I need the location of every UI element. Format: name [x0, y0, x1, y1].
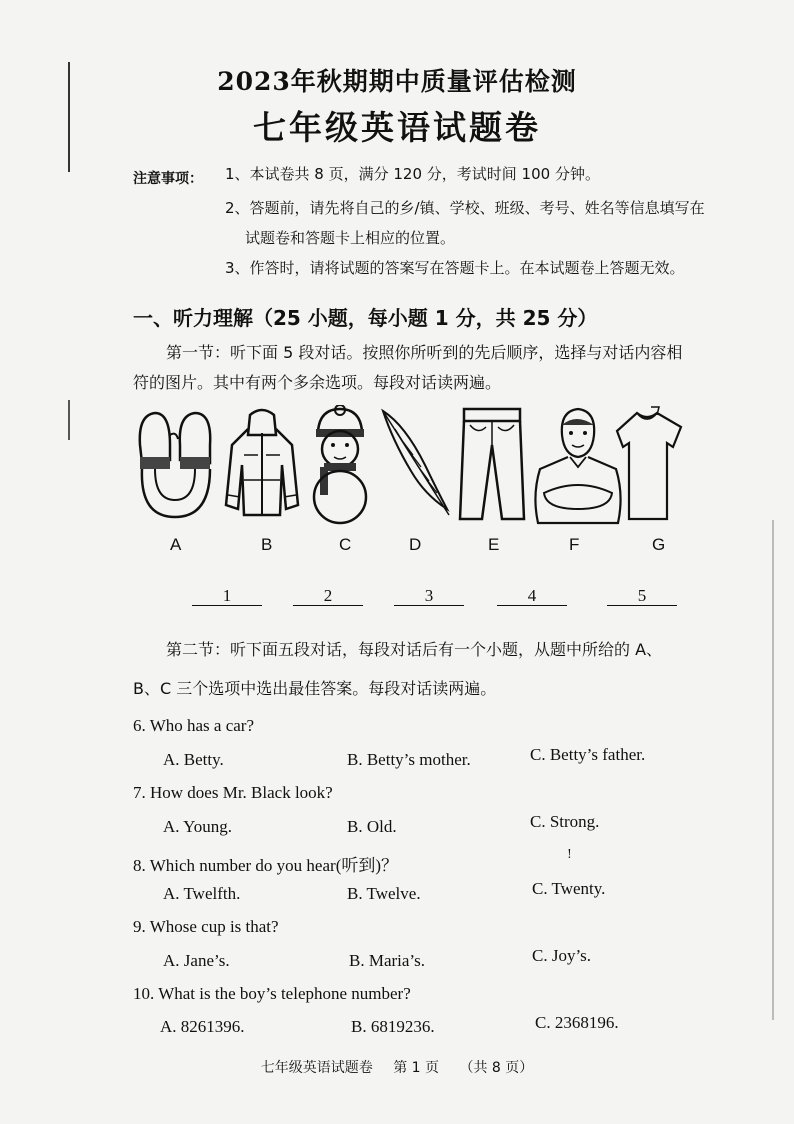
exam-title: 2023年秋期期中质量评估检测 — [217, 67, 577, 96]
option-6c[interactable]: C. Betty’s father. — [530, 745, 646, 764]
question-6: 6. Who has a car? — [133, 716, 254, 735]
trousers-icon — [452, 405, 532, 525]
snowman-icon — [300, 405, 380, 525]
option-7b[interactable]: B. Old. — [347, 817, 397, 836]
exam-subtitle: 七年级英语试题卷 — [253, 108, 541, 147]
question-8: 8. Which number do you hear(听到)？ — [133, 856, 399, 875]
picture-label-c: C — [339, 535, 352, 554]
footer-paper-name: 七年级英语试题卷 — [260, 1060, 373, 1076]
tshirt-icon — [615, 405, 690, 525]
option-9b[interactable]: B. Maria’s. — [349, 951, 426, 970]
option-8a[interactable]: A. Twelfth. — [163, 884, 241, 903]
option-9a[interactable]: A. Jane’s. — [163, 951, 230, 970]
answer-blank-2[interactable]: 2 — [293, 587, 363, 606]
part1-instruction: 第一节：听下面 5 段对话。按照你所听到的先后顺序，选择与对话内容相 — [166, 343, 683, 362]
option-10a[interactable]: A. 8261396. — [160, 1017, 245, 1036]
question-7: 7. How does Mr. Black look? — [133, 783, 333, 802]
answer-blank-1[interactable]: 1 — [192, 587, 262, 606]
answer-blank-4[interactable]: 4 — [497, 587, 567, 606]
option-9c[interactable]: C. Joy’s. — [532, 946, 592, 965]
notes-label: 注意事项： — [133, 171, 203, 187]
option-6a[interactable]: A. Betty. — [163, 750, 224, 769]
picture-label-f: F — [569, 535, 580, 554]
picture-label-b: B — [261, 535, 273, 554]
option-7c[interactable]: C. Strong. — [530, 812, 600, 831]
stray-mark: ! — [567, 847, 572, 861]
man-icon — [530, 405, 625, 525]
left-edge-line — [68, 400, 70, 440]
part2-instruction-cont: B、C 三个选项中选出最佳答案。每段对话读两遍。 — [133, 679, 497, 698]
picture-label-g: G — [652, 535, 666, 554]
option-7a[interactable]: A. Young. — [163, 817, 232, 836]
note-item-2: 2、答题前，请先将自己的乡/镇、学校、班级、考号、姓名等信息填写在 — [225, 199, 705, 217]
picture-label-e: E — [488, 535, 500, 554]
picture-label-a: A — [170, 535, 182, 554]
page-footer — [0, 1057, 794, 1077]
part2-instruction: 第二节：听下面五段对话，每段对话后有一个小题，从题中所给的 A、 — [166, 640, 663, 659]
option-8c[interactable]: C. Twenty. — [532, 879, 606, 898]
note-item-3: 3、作答时，请将试题的答案写在答题卡上。在本试题卷上答题无效。 — [225, 259, 685, 277]
picture-row — [130, 405, 690, 530]
jacket-icon — [222, 405, 302, 525]
question-9: 9. Whose cup is that? — [133, 917, 279, 936]
picture-label-d: D — [409, 535, 422, 554]
option-8b[interactable]: B. Twelve. — [347, 884, 421, 903]
mittens-icon — [130, 405, 220, 525]
answer-blank-3[interactable]: 3 — [394, 587, 464, 606]
option-10b[interactable]: B. 6819236. — [351, 1017, 435, 1036]
footer-page-number: 第 1 页 — [393, 1060, 439, 1076]
option-10c[interactable]: C. 2368196. — [535, 1013, 619, 1032]
footer-total-pages: （共 8 页） — [459, 1060, 534, 1076]
answer-blank-5[interactable]: 5 — [607, 587, 677, 606]
feather-icon — [375, 405, 455, 525]
note-item-2-cont: 试题卷和答题卡上相应的位置。 — [245, 229, 456, 247]
question-10: 10. What is the boy’s telephone number? — [133, 984, 411, 1003]
note-item-1: 1、本试卷共 8 页，满分 120 分，考试时间 100 分钟。 — [225, 165, 600, 183]
section-heading: 一、听力理解（25 小题，每小题 1 分，共 25 分） — [133, 306, 598, 330]
option-6b[interactable]: B. Betty’s mother. — [347, 750, 471, 769]
part1-instruction-cont: 符的图片。其中有两个多余选项。每段对话读两遍。 — [133, 373, 502, 392]
right-edge-line — [772, 520, 774, 1020]
